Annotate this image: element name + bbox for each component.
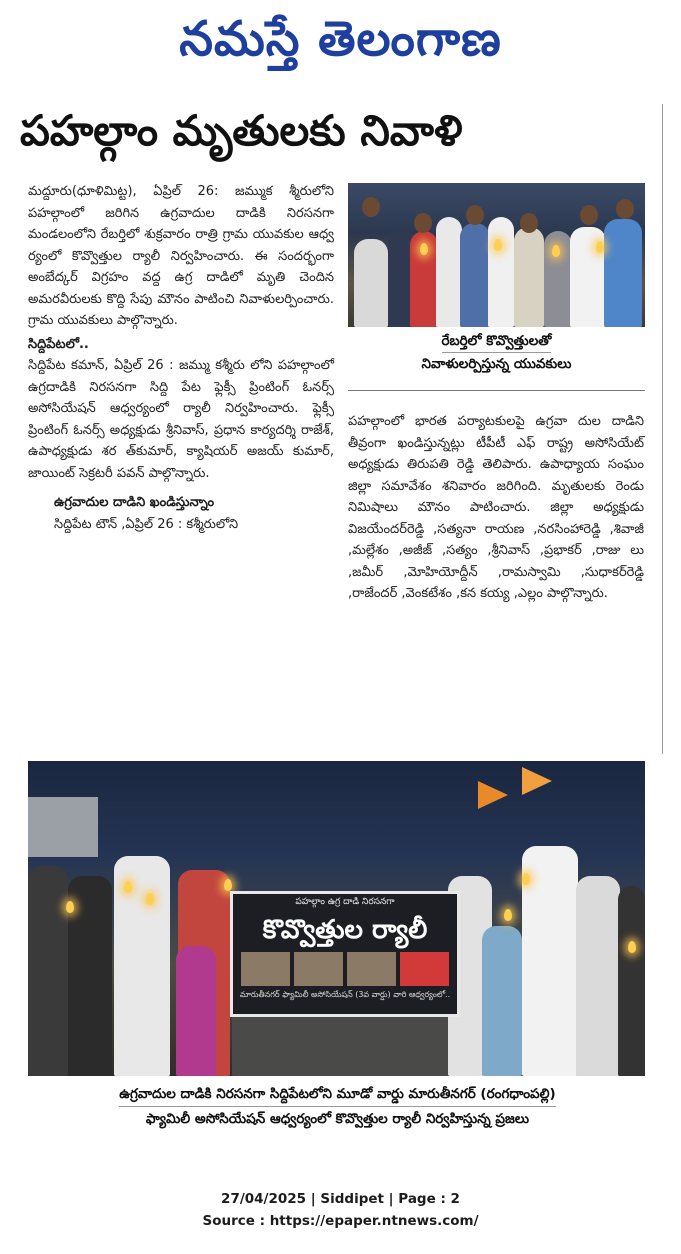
- condemn-paragraph-start: సిద్దిపేట టౌన్ ,ఏప్రిల్ 26 : కశ్మీరులోని: [54, 516, 239, 532]
- photo-rebarthi-candle-tribute: [348, 183, 645, 327]
- photo2-caption-line2: ఫ్యామిలీ అసోసియేషన్ ఆధ్వర్యంలో కొవ్వొత్తుల ర్యాలీ నిర్వహిస్తున్న ప్రజలు: [145, 1111, 530, 1127]
- column-divider: [662, 104, 663, 754]
- article-right-column: [348, 411, 644, 605]
- siddipet-paragraph: సిద్దిపేట కమాన్, ఏప్రిల్ 26 : జమ్ము కశ్మీరు లోని పహల్గాంలో ఉగ్రదాడికి నిరసనగా సిద్ది పేట ఫ్లెక్సీ ప్రింటింగ్ ఓనర్స్ అసోసియేషన్ ఆధ్వర్యంలో ర్యాలీ నిర్వహించారు. ఫ్లెక్సీ ప్రింటింగ్ ఓనర్స్ అధ్యక్షుడు శ్రీనివాస్, ప్రధాన కార్యదర్శి రాజేశ్, ఉపాధ్యక్షుడు శర త్‌కుమార్, క్యాషియర్ అజయ్ కుమార్, జాయింట్ సెక్రటరీ పవన్ పాల్గొన్నారు.: [28, 358, 334, 481]
- footer-date-edition: 27/04/2025 | Siddipet | Page : 2: [221, 1191, 460, 1207]
- right-column-paragraph: పహల్గాంలో భారత పర్యాటకులపై ఉగ్రవా దుల దాడిని తీవ్రంగా ఖండిస్తున్నట్లు టీపీటీ ఎఫ్ రాష్ట్ర అసోసియేట్ అధ్యక్షుడు తిరుపతి రెడ్డి తెలిపారు. ఉపాధ్యాయ సంఘం జిల్లా సమావేశం శనివారం జరిగింది. మృతులకు రెండు నిమిషాలు మౌనం పాటించారు. జిల్లా అధ్యక్షుడు విజయేందర్‌రెడ్డి ,సత్యనా రాయణ ,నరసింహారెడ్డి ,శివాజీ ,మల్లేశం ,అజీజ్ ,సత్యం ,శ్రీనివాస్ ,ప్రభాకర్ ,రాజు లు ,జమీర్ ,మోహియోద్దీన్ ,రామస్వామి ,సుధాకర్‌రెడ్డి ,రాజేందర్ ,వెంకటేశం ,కన కయ్య ,ఎల్లం పాల్గొన్నారు.: [348, 414, 644, 601]
- photo-marutinagar-candle-rally: [28, 761, 645, 1076]
- subhead-siddipet: సిద్దిపేటలో..: [28, 336, 89, 352]
- masthead-logo: నమస్తే తెలంగాణ: [179, 11, 502, 67]
- banner-main-text: కొవ్వొత్తుల ర్యాలీ: [262, 915, 428, 945]
- banner-bottom-text: మారుతీనగర్ ఫ్యామిలీ అసోసియేషన్ (3వ వార్డు) వారి ఆధ్వర్యంలో..: [239, 990, 451, 999]
- photo2-caption-line1: ఉగ్రవాదుల దాడికి నిరసనగా సిద్దిపేటలోని మూడో వార్డు మారుతీనగర్ (రంగధాంపల్లి): [119, 1082, 555, 1107]
- subhead-condemn: ఉగ్రవాదుల దాడిని ఖండిస్తున్నాం: [54, 495, 215, 510]
- banner-top-text: పహల్గాం ఉగ్ర దాడి నిరసనగా: [295, 897, 395, 907]
- photo2-caption: [30, 1082, 645, 1136]
- footer-source: Source : https://epaper.ntnews.com/: [202, 1213, 479, 1229]
- article-headline: పహల్గాం మృతులకు నివాళి: [20, 106, 463, 155]
- banner-images: [241, 952, 449, 986]
- rally-banner: [230, 891, 460, 1017]
- building-shape: [28, 797, 98, 857]
- photo1-caption-line1: రేబర్తిలో కొవ్వొత్తులతో: [442, 330, 552, 353]
- article-left-column: [28, 181, 334, 535]
- photo1-caption-line2: నివాళులర్పిస్తున్న యువకులు: [421, 356, 572, 372]
- photo1-caption: [348, 330, 645, 391]
- article-paragraph: మద్దూరు(ధూళిమిట్ట), ఏప్రిల్ 26: జమ్ముక శ్మీరులోని పహల్గాంలో జరిగిన ఉగ్రవాదుల దాడికి నిరసనగా మండలంలోని రేబర్తిలో శుక్రవారం రాత్రి గ్రామ యువకుల ఆధ్వ ర్యంలో కొవ్వొత్తుల ర్యాలీ నిర్వహించారు. ఈ సందర్భంగా అంబేద్కర్ విగ్రహం వద్ద ఉగ్ర దాడిలో మృతి చెందిన అమరవీరులకు కొద్ది సేపు మౌనం పాటించి నివాళులర్పించారు. గ్రామ యువకులు పాల్గొన్నారు.: [28, 184, 334, 328]
- page-footer: [0, 1188, 681, 1232]
